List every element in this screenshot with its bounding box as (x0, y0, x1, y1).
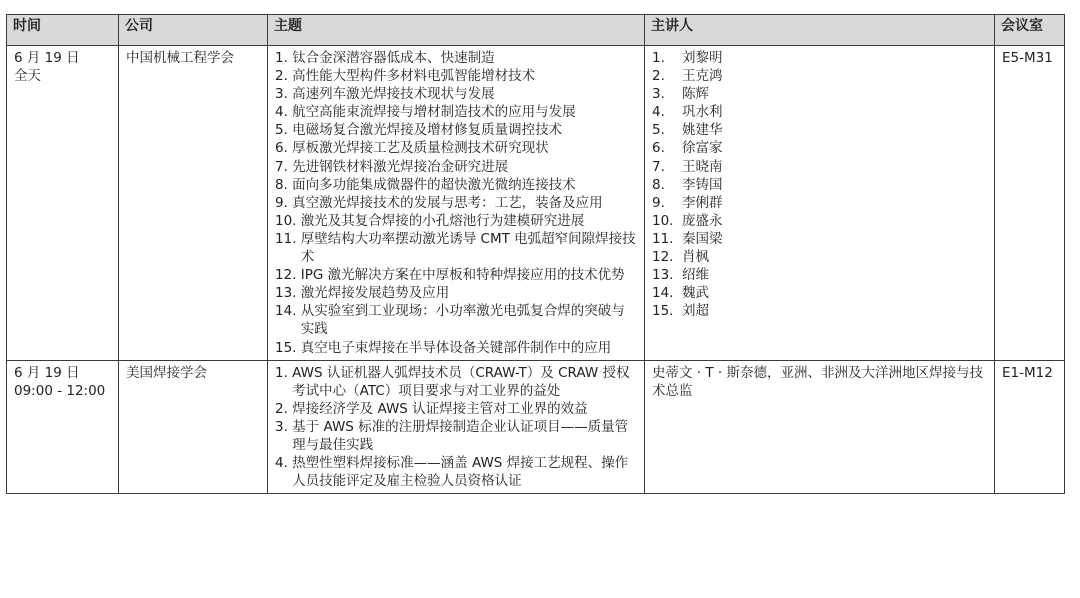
item-number: 5. (652, 122, 665, 139)
item-text: 航空高能束流焊接与增材制造技术的应用与发展 (292, 104, 576, 121)
speaker-name: 巩水利 (682, 104, 723, 121)
speaker-name: 庞盛永 (682, 212, 723, 229)
speaker-name: 秦国梁 (682, 230, 723, 247)
item-text: 高性能大型构件多材料电弧智能增材技术 (292, 68, 536, 85)
item-number: 7. (275, 158, 293, 175)
speaker-cell: 史蒂文 · T · 斯奈德，亚洲、非洲及大洋洲地区焊接与技术总监 (645, 360, 995, 494)
list-item (275, 418, 638, 454)
topic-list (275, 364, 638, 491)
list-item (652, 230, 988, 248)
list-item (652, 67, 988, 85)
item-text: 厚壁结构大功率摆动激光诱导 CMT 电弧超窄间隙焊接技术 (300, 230, 636, 266)
item-text: 电磁场复合激光焊接及增材修复质量调控技术 (292, 122, 563, 139)
item-number: 1. (275, 50, 293, 66)
item-text: 激光及其复合焊接的小孔熔池行为建模研究进展 (300, 212, 585, 229)
item-number: 11. (275, 230, 301, 247)
item-text: AWS 认证机器人弧焊技术员（CRAW-T）及 CRAW 授权考试中心（ATC）项目要求与对工业界的益处 (292, 364, 630, 399)
table-row (7, 46, 1065, 361)
date-text: 6 月 19 日 (14, 364, 80, 381)
item-number: 4. (652, 104, 665, 121)
header-topic: 主题 (268, 15, 645, 46)
company-cell: 美国焊接学会 (119, 360, 268, 494)
time-text: 09:00 - 12:00 (14, 382, 106, 399)
list-item (275, 176, 638, 194)
list-item (275, 85, 638, 103)
list-item (275, 454, 638, 490)
list-item (275, 266, 638, 284)
item-number: 14. (652, 285, 674, 302)
list-item (652, 302, 988, 320)
list-item (275, 230, 638, 266)
item-number: 2. (275, 400, 293, 417)
item-text: 真空电子束焊接在半导体设备关键部件制作中的应用 (300, 339, 612, 356)
item-number: 10. (652, 212, 674, 229)
speaker-name: 徐富家 (682, 140, 723, 157)
header-time: 时间 (7, 15, 119, 46)
list-item (652, 85, 988, 103)
speaker-name: 陈辉 (682, 86, 709, 103)
table-row (7, 360, 1065, 494)
speaker-name: 魏武 (682, 285, 709, 302)
item-number: 15. (652, 303, 674, 320)
item-number: 13. (652, 267, 674, 284)
topic-list (275, 49, 638, 357)
item-number: 6. (275, 140, 293, 157)
item-number: 7. (652, 158, 665, 175)
list-item (652, 49, 988, 67)
topic-cell (268, 360, 645, 494)
date-text: 6 月 19 日 (14, 50, 80, 66)
topic-cell (268, 46, 645, 361)
speaker-name: 姚建华 (682, 122, 723, 139)
item-text: IPG 激光解决方案在中厚板和特种焊接应用的技术优势 (300, 267, 625, 284)
item-number: 1. (652, 50, 665, 66)
item-number: 14. (275, 303, 301, 320)
item-number: 2. (275, 68, 293, 85)
item-number: 4. (275, 104, 293, 121)
list-item (275, 212, 638, 230)
item-text: 高速列车激光焊接技术现状与发展 (292, 86, 495, 103)
list-item (652, 103, 988, 121)
speaker-name: 李俐群 (682, 194, 723, 211)
list-item (275, 364, 638, 400)
item-number: 13. (275, 285, 301, 302)
item-number: 4. (275, 455, 293, 472)
list-item (652, 248, 988, 266)
item-number: 5. (275, 122, 293, 139)
schedule-table (6, 14, 1065, 494)
speaker-cell (645, 46, 995, 361)
header-row (7, 15, 1065, 46)
header-speaker: 主讲人 (645, 15, 995, 46)
list-item (652, 266, 988, 284)
list-item (275, 103, 638, 121)
item-text: 先进钢铁材料激光焊接冶金研究进展 (292, 158, 509, 175)
speaker-name: 李铸国 (682, 176, 723, 193)
item-text: 从实验室到工业现场：小功率激光电弧复合焊的突破与实践 (300, 303, 625, 338)
speaker-name: 王晓南 (682, 158, 723, 175)
list-item (275, 49, 638, 67)
list-item (652, 284, 988, 302)
list-item (652, 176, 988, 194)
list-item (652, 139, 988, 157)
time-cell (7, 46, 119, 361)
speaker-name: 刘黎明 (682, 50, 723, 66)
time-cell (7, 360, 119, 494)
list-item (652, 212, 988, 230)
list-item (275, 284, 638, 302)
list-item (275, 302, 638, 338)
time-text: 全天 (14, 68, 41, 85)
list-item (275, 158, 638, 176)
item-text: 基于 AWS 标准的注册焊接制造企业认证项目——质量管理与最佳实践 (292, 418, 629, 453)
list-item (275, 400, 638, 418)
item-text: 钛合金深潜容器低成本、快速制造 (292, 50, 495, 66)
item-number: 2. (652, 68, 665, 85)
list-item (652, 121, 988, 139)
item-number: 6. (652, 140, 665, 157)
list-item (275, 121, 638, 139)
list-item (275, 139, 638, 157)
speaker-name: 肖枫 (682, 249, 709, 266)
speaker-name: 刘超 (682, 303, 709, 320)
item-number: 1. (275, 364, 293, 381)
item-number: 11. (652, 230, 674, 247)
item-number: 8. (652, 176, 665, 193)
item-number: 3. (275, 418, 293, 435)
list-item (275, 67, 638, 85)
item-text: 面向多功能集成微器件的超快激光微纳连接技术 (292, 176, 576, 193)
speaker-list (652, 49, 988, 320)
speaker-name: 王克鸿 (682, 68, 723, 85)
item-number: 12. (275, 267, 301, 284)
item-number: 15. (275, 339, 301, 356)
room-cell: E5-M31 (995, 46, 1065, 361)
item-number: 3. (652, 86, 665, 103)
item-text: 热塑性塑料焊接标准——涵盖 AWS 焊接工艺规程、操作人员技能评定及雇主检验人员资格认证 (292, 455, 629, 490)
list-item (652, 158, 988, 176)
item-text: 焊接经济学及 AWS 认证焊接主管对工业界的效益 (292, 400, 588, 417)
item-number: 3. (275, 86, 293, 103)
item-number: 12. (652, 249, 674, 266)
speaker-name: 绍维 (682, 267, 709, 284)
item-number: 9. (652, 194, 665, 211)
room-cell: E1-M12 (995, 360, 1065, 494)
item-number: 9. (275, 194, 293, 211)
item-text: 激光焊接发展趋势及应用 (300, 285, 450, 302)
item-text: 厚板激光焊接工艺及质量检测技术研究现状 (292, 140, 549, 157)
list-item (275, 339, 638, 357)
item-number: 8. (275, 176, 293, 193)
header-room: 会议室 (995, 15, 1065, 46)
list-item (652, 194, 988, 212)
item-text: 真空激光焊接技术的发展与思考：工艺，装备及应用 (292, 194, 603, 211)
company-cell: 中国机械工程学会 (119, 46, 268, 361)
header-company: 公司 (119, 15, 268, 46)
list-item (275, 194, 638, 212)
item-number: 10. (275, 212, 301, 229)
